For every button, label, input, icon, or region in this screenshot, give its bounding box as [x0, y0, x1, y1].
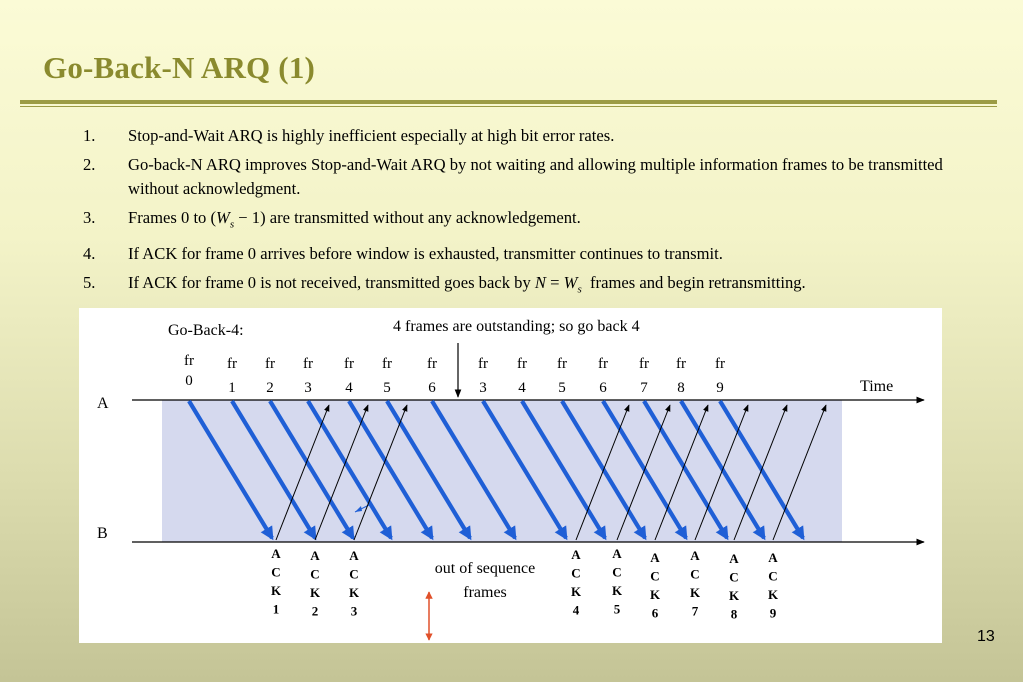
- go-back-n-diagram: [79, 308, 942, 643]
- frame-label-number: 1: [228, 380, 236, 396]
- frame-label-number: 6: [428, 380, 436, 396]
- ack-label-char: C: [310, 566, 320, 582]
- frame-label-top: fr: [598, 356, 608, 372]
- list-item-text-pre: If ACK for frame 0 is not received, transmitted goes back by: [128, 272, 535, 292]
- frame-label-number: 2: [266, 380, 274, 396]
- ack-label-char: A: [310, 548, 320, 563]
- ack-label-char: C: [768, 568, 778, 584]
- ack-label-char: 1: [272, 601, 280, 617]
- list-item-text-post: − 1) are transmitted without any acknowledgement.: [234, 207, 581, 227]
- frame-label-number: 5: [558, 380, 566, 396]
- label-outstanding: 4 frames are outstanding; so go back 4: [393, 318, 640, 335]
- frame-label-top: fr: [427, 356, 437, 372]
- frame-label-number: 4: [345, 380, 353, 396]
- frame-label-number: 4: [518, 380, 526, 396]
- variable-w: W: [216, 207, 230, 227]
- ack-label-char: 3: [350, 603, 358, 619]
- ack-label-char: 9: [769, 605, 777, 621]
- ack-label-char: 5: [613, 601, 621, 617]
- list-item-text: If ACK for frame 0 arrives before window is exhausted, transmitter continues to transmit.: [128, 243, 723, 263]
- frame-label-top: fr: [715, 356, 725, 372]
- ack-label-char: K: [611, 583, 623, 598]
- frame-label-top: fr: [639, 356, 649, 372]
- variable-subscript: s: [229, 217, 235, 230]
- frame-label-top: fr: [517, 356, 527, 372]
- ack-label-char: C: [349, 566, 359, 582]
- frame-label-number: 5: [383, 380, 391, 396]
- list-item-number: 4.: [83, 243, 96, 263]
- frame-label-top: fr: [303, 356, 313, 372]
- ack-label-char: K: [270, 583, 282, 598]
- ack-label-char: A: [349, 548, 359, 563]
- list-item: [83, 124, 988, 148]
- ack-label-char: 7: [691, 603, 699, 619]
- frame-label-number: 7: [640, 380, 648, 396]
- ack-label-char: K: [570, 584, 582, 599]
- shaded-window-region: [162, 400, 842, 542]
- title-rule-thick: [20, 100, 997, 104]
- ack-label-char: A: [612, 546, 622, 561]
- label-out-of-sequence: out of sequence: [434, 560, 536, 577]
- frame-label-number: 6: [599, 380, 607, 396]
- ack-label-char: A: [571, 547, 581, 562]
- list-item-text-post: frames and begin retransmitting.: [581, 272, 806, 292]
- label-time: Time: [860, 378, 894, 395]
- variable-n: N: [534, 272, 546, 292]
- ack-label-char: A: [768, 550, 778, 565]
- ack-label-char: C: [690, 566, 700, 582]
- ack-label-char: A: [729, 551, 739, 566]
- ack-label-char: 4: [572, 602, 580, 618]
- frame-label-top: fr: [344, 356, 354, 372]
- frame-label-number: 9: [716, 380, 724, 396]
- list-item-text-pre: Frames 0 to (: [128, 207, 217, 227]
- list-item-text: Go-back-N ARQ improves Stop-and-Wait ARQ by not waiting and allowing multiple information frames to be transmitted without acknowledgment.: [128, 155, 943, 198]
- label-scheme: Go-Back-4:: [168, 322, 244, 339]
- frame-label-number: 8: [677, 380, 685, 396]
- label-a: A: [97, 395, 109, 412]
- ack-label-char: A: [271, 546, 281, 561]
- title-rule-thin: [20, 106, 997, 107]
- frame-label-top: fr: [265, 356, 275, 372]
- frame-label-top: fr: [382, 356, 392, 372]
- page-number: 13: [977, 628, 995, 645]
- ack-label-char: 2: [311, 603, 319, 619]
- ack-label-char: 6: [651, 605, 659, 621]
- variable-subscript: s: [577, 283, 582, 296]
- frame-label-number: 0: [185, 373, 193, 389]
- list-item: [83, 206, 988, 237]
- ack-label-char: C: [271, 564, 281, 580]
- ack-label-char: C: [729, 569, 739, 585]
- list-item-number: 1.: [83, 126, 96, 145]
- ack-label-char: C: [612, 564, 622, 580]
- list-item-number: 5.: [83, 272, 96, 292]
- ack-label-char: 8: [730, 606, 738, 622]
- frame-label-top: fr: [676, 356, 686, 372]
- list-item: [83, 153, 988, 200]
- list-item-text: Stop-and-Wait ARQ is highly inefficient especially at high bit error rates.: [128, 126, 615, 145]
- frame-label-number: 3: [479, 380, 487, 396]
- frame-label-top: fr: [478, 356, 488, 372]
- bullet-list: [83, 124, 988, 307]
- ack-label-char: C: [571, 565, 581, 581]
- frame-label-top: fr: [184, 353, 194, 369]
- frame-label-top: fr: [557, 356, 567, 372]
- slide-title: Go-Back-N ARQ (1): [43, 50, 316, 85]
- frame-label-top: fr: [227, 356, 237, 372]
- ack-label-char: K: [767, 587, 779, 602]
- ack-label-char: K: [649, 587, 661, 602]
- list-item: [83, 271, 988, 302]
- label-b: B: [97, 525, 108, 542]
- ack-label-char: A: [650, 550, 660, 565]
- label-frames: frames: [463, 584, 507, 601]
- ack-label-char: C: [650, 568, 660, 584]
- ack-label-char: K: [728, 588, 740, 603]
- variable-w: W: [563, 272, 578, 292]
- timing-diagram-svg: [79, 308, 942, 643]
- ack-label-char: A: [690, 548, 700, 563]
- equals-sign: =: [545, 272, 564, 292]
- list-item-number: 3.: [83, 207, 96, 227]
- list-item: [83, 242, 988, 266]
- list-item-number: 2.: [83, 155, 96, 174]
- ack-label-char: K: [348, 585, 360, 600]
- ack-label-char: K: [689, 585, 701, 600]
- frame-label-number: 3: [304, 380, 312, 396]
- ack-label-char: K: [309, 585, 321, 600]
